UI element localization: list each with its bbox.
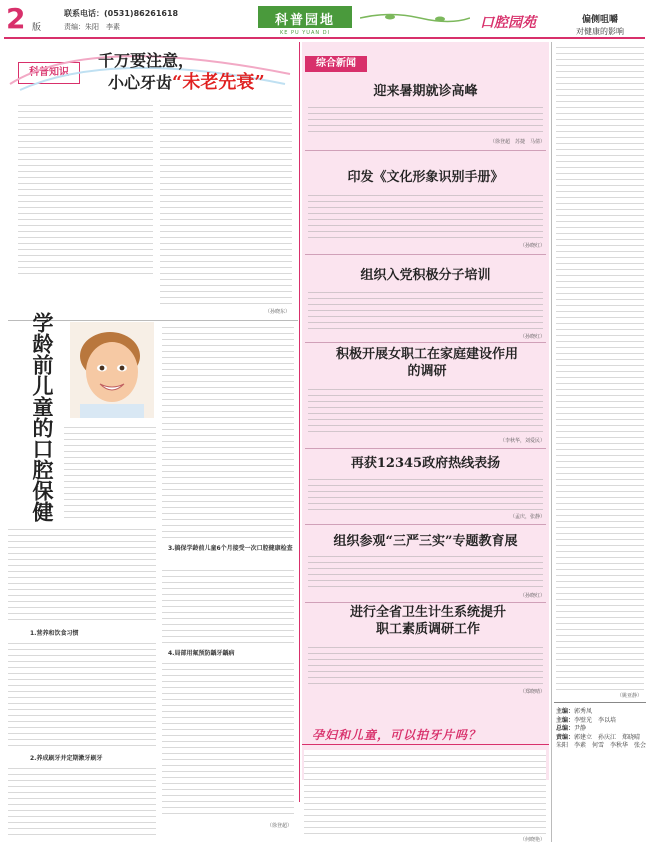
column-logo: 口腔园苑 [480, 15, 536, 31]
news-byline-3: （孙晓红） [519, 334, 545, 340]
subhead-1: 1.营养和饮食习惯 [30, 630, 79, 637]
feature-byline: （徐登超） [266, 823, 292, 829]
headline-part-b: “未老先衰” [172, 72, 265, 93]
bottom-byline: （何晓艳） [519, 837, 545, 843]
news-byline-5: （孟庆，张静） [509, 514, 545, 520]
news-title-5: 再获12345政府热线表扬 [350, 456, 501, 471]
feature-body-3 [8, 763, 156, 835]
page-label: 版 [32, 23, 42, 33]
news-title-2: 印发《文化形象识别手册》 [347, 170, 504, 185]
news-body-6 [308, 551, 543, 591]
article-body-right [160, 100, 292, 308]
editor-line: 责编：朱阳 李素 [64, 23, 120, 31]
contact-phone: 联系电话：(0531)86261618 [64, 9, 179, 18]
news-section-tag [305, 56, 367, 72]
news-title-4: 积极开展女职工在家庭建设作用的调研 [335, 347, 518, 379]
main-headline-line1: 千万要注意， [98, 51, 195, 70]
feature-body-2 [8, 638, 156, 750]
subhead-2: 2.养成刷牙并定期漱牙刷牙 [30, 755, 103, 762]
right-byline: （姚亚静） [616, 693, 642, 699]
news-title-3: 组织入党积极分子培训 [360, 268, 491, 283]
banner-pinyin: KE PU YUAN DI [279, 30, 331, 36]
bottom-headline: 孕妇和儿童，可以拍牙片吗？ [312, 728, 482, 742]
news-title-1: 迎来暑期就诊高峰 [373, 84, 478, 99]
tag-label: 科普知识 [29, 67, 69, 78]
page-number: 2 [6, 2, 26, 35]
credit-row: 总编：尹静 [556, 725, 587, 732]
feature-intro [64, 422, 156, 518]
credit-row: 主编：郭秀凤 [556, 708, 593, 715]
news-body-4 [308, 384, 543, 436]
subhead-3: 3.搞保学龄前儿童6个月接受一次口腔健康检查 [168, 545, 293, 552]
news-byline-4: （李秋华，刘爱民） [499, 438, 545, 444]
section-banner [258, 6, 352, 37]
news-title-6: 组织参观“三严三实”专题教育展 [333, 534, 518, 549]
feature-body-6 [162, 658, 294, 818]
right-title-2: 对健康的影响 [576, 27, 624, 36]
article-byline: （孙晓东） [264, 309, 290, 315]
headline-part-a: 小心牙齿 [108, 73, 173, 92]
feature-body-1 [8, 524, 156, 624]
right-article-body [556, 42, 644, 690]
news-body-2 [308, 190, 543, 240]
right-title-1: 偏侧咀嚼 [581, 15, 618, 25]
credit-row: 责编：郭建立 孙庆江 郑晓晴 朱阳 李素 何雪 李秋华 张会 [556, 733, 647, 749]
banner-title: 科普园地 [274, 13, 335, 28]
subhead-4: 4.局部用氟预防龋牙龋病 [168, 650, 235, 657]
news-byline-2: （孙晓红） [519, 243, 545, 249]
news-body-3 [308, 287, 543, 331]
credits-block [556, 708, 646, 751]
news-body-1 [308, 102, 543, 136]
news-body-5 [308, 474, 543, 512]
feature-body-4 [162, 322, 294, 542]
news-body-7 [308, 642, 543, 688]
main-headline-line2 [108, 68, 265, 94]
news-byline-6: （孙晓红） [519, 593, 545, 599]
news-section-label: 综合新闻 [316, 58, 356, 69]
news-byline-1: （徐登超 苏捷 马倩） [489, 139, 545, 145]
feature-title: 学龄前儿童的口腔保健 [30, 312, 55, 522]
article-body-left [18, 100, 153, 278]
news-title-7: 进行全省卫生计生系统提升职工素质调研工作 [349, 605, 506, 637]
news-byline-7: （郑晓晴） [519, 689, 545, 695]
feature-body-5 [162, 565, 294, 645]
credit-row: 主编：李壁光 李以培 [556, 716, 617, 724]
bottom-article-body [304, 750, 546, 836]
child-photo [70, 322, 154, 418]
leaf-decoration-icon [360, 10, 470, 24]
